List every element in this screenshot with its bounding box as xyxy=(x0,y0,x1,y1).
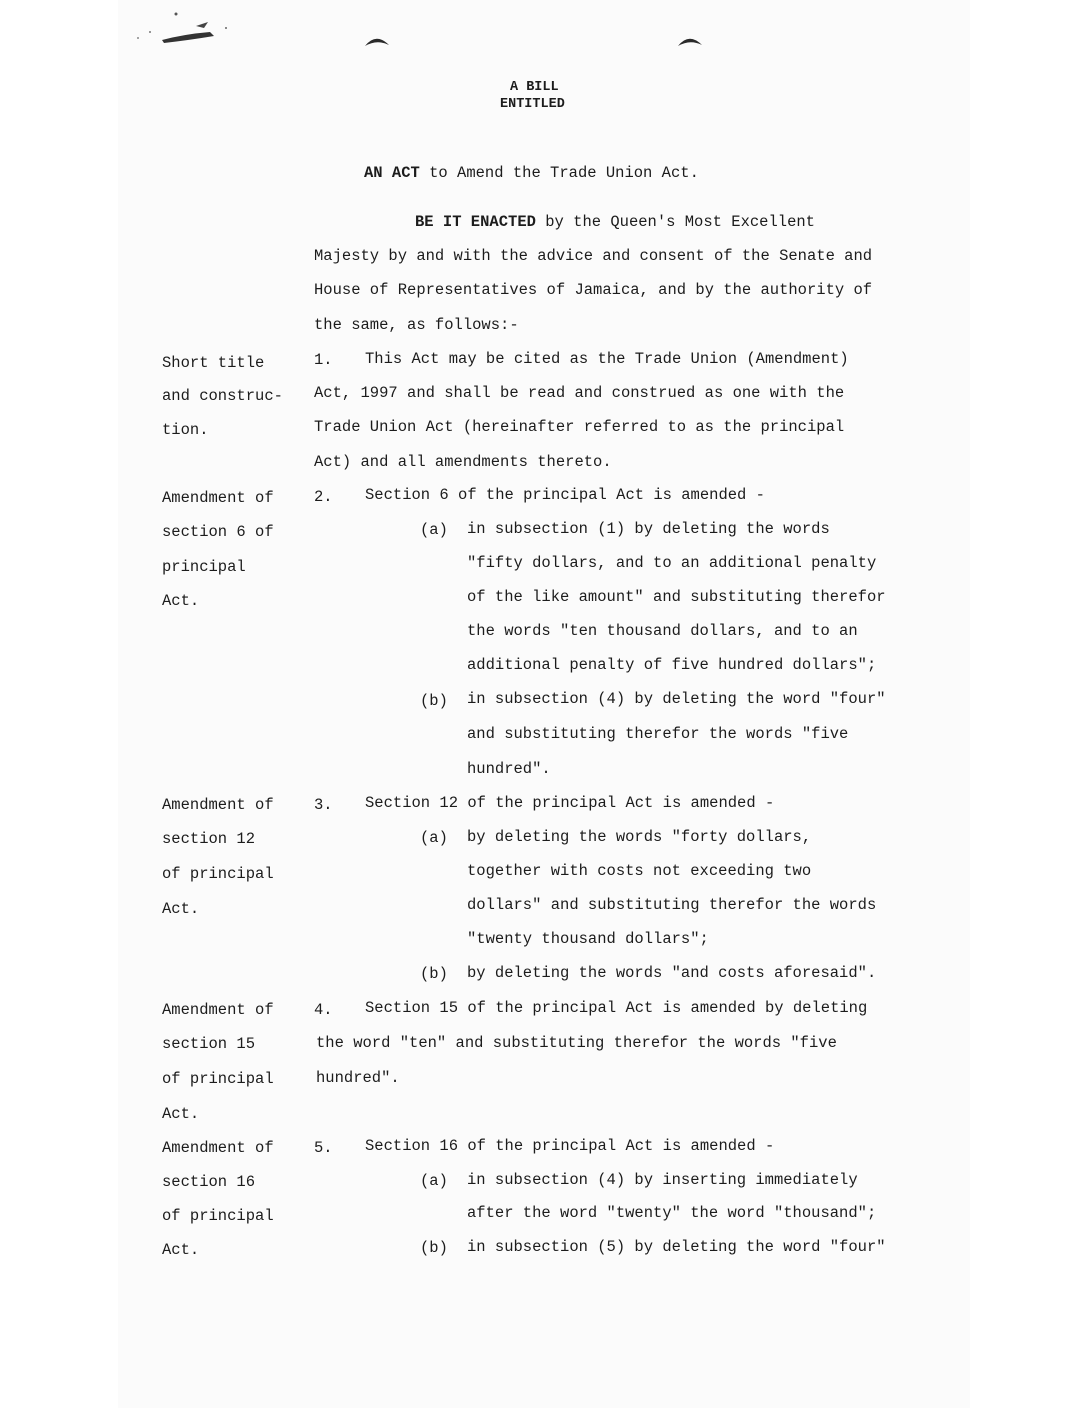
item-label: (a) xyxy=(420,1172,448,1190)
margin-note-line: section 6 of xyxy=(162,523,274,541)
enacting-line: House of Representatives of Jamaica, and by the authority of xyxy=(314,281,873,299)
section-intro: Section 6 of the principal Act is amended - xyxy=(365,486,765,504)
section-line: the word "ten" and substituting therefor the words "five xyxy=(316,1034,837,1052)
margin-note-line: Amendment of xyxy=(162,1139,274,1157)
item-label: (a) xyxy=(420,829,448,847)
section-intro: Section 16 of the principal Act is amended - xyxy=(365,1137,775,1155)
margin-note-line: of principal xyxy=(162,1207,274,1225)
section-number: 4. xyxy=(314,1001,333,1019)
item-line: in subsection (1) by deleting the words xyxy=(467,520,830,538)
item-line: of the like amount" and substituting therefor xyxy=(467,588,886,606)
margin-note-line: section 15 xyxy=(162,1035,256,1053)
margin-note-line: Act. xyxy=(162,900,200,918)
enacting-line: Majesty by and with the advice and consent of the Senate and xyxy=(314,247,873,265)
item-line: and substituting therefor the words "five xyxy=(467,725,849,743)
margin-note-line: principal xyxy=(162,558,246,576)
item-line: "twenty thousand dollars"; xyxy=(467,930,709,948)
margin-note-line: Amendment of xyxy=(162,489,274,507)
section-number: 1. xyxy=(314,351,333,369)
margin-note-line: Act. xyxy=(162,1105,200,1123)
margin-note-line: section 12 xyxy=(162,830,256,848)
item-line: by deleting the words "forty dollars, xyxy=(467,828,812,846)
item-line: by deleting the words "and costs aforesaid". xyxy=(467,964,877,982)
section-line: Act, 1997 and shall be read and construed as one with the xyxy=(314,384,845,402)
act-title xyxy=(364,164,699,182)
item-label: (a) xyxy=(420,521,448,539)
binding-hole-mark-right xyxy=(677,34,703,48)
item-line: "fifty dollars, and to an additional penalty xyxy=(467,554,877,572)
item-line: additional penalty of five hundred dollars"; xyxy=(467,656,877,674)
section-intro: Section 12 of the principal Act is amended - xyxy=(365,794,775,812)
act-title-rest: to Amend the Trade Union Act. xyxy=(429,164,699,182)
section-line: hundred". xyxy=(316,1069,400,1087)
item-line: in subsection (5) by deleting the word "four" xyxy=(467,1238,886,1256)
enacting-line: the same, as follows:- xyxy=(314,316,519,334)
item-line: after the word "twenty" the word "thousand"; xyxy=(467,1204,877,1222)
section-line: Section 15 of the principal Act is amended by deleting xyxy=(365,999,868,1017)
margin-note-line: section 16 xyxy=(162,1173,256,1191)
item-line: dollars" and substituting therefor the words xyxy=(467,896,877,914)
enacting-lead: BE IT ENACTED xyxy=(415,213,536,231)
margin-note-line: Short title xyxy=(162,354,265,372)
bill-heading: A BILL xyxy=(510,80,559,95)
enacting-first-rest: by the Queen's Most Excellent xyxy=(545,213,815,231)
enacting-first-line xyxy=(415,213,815,231)
scan-smudge-mark xyxy=(130,8,240,48)
item-label: (b) xyxy=(420,692,448,710)
margin-note-line: Act. xyxy=(162,1241,200,1259)
margin-note-line: and construc- xyxy=(162,387,283,405)
item-line: hundred". xyxy=(467,760,551,778)
act-title-lead: AN ACT xyxy=(364,164,420,182)
section-number: 2. xyxy=(314,488,333,506)
margin-note-line: of principal xyxy=(162,865,274,883)
item-line: in subsection (4) by inserting immediately xyxy=(467,1171,858,1189)
section-line: Act) and all amendments thereto. xyxy=(314,453,612,471)
margin-note-line: Act. xyxy=(162,592,200,610)
margin-note-line: Amendment of xyxy=(162,1001,274,1019)
margin-note-line: of principal xyxy=(162,1070,274,1088)
section-number: 5. xyxy=(314,1139,333,1157)
section-line: Trade Union Act (hereinafter referred to as the principal xyxy=(314,418,845,436)
item-label: (b) xyxy=(420,965,448,983)
item-line: together with costs not exceeding two xyxy=(467,862,812,880)
item-line: in subsection (4) by deleting the word "four" xyxy=(467,690,886,708)
section-number: 3. xyxy=(314,796,333,814)
bill-subheading: ENTITLED xyxy=(500,97,565,112)
margin-note-line: Amendment of xyxy=(162,796,274,814)
margin-note-line: tion. xyxy=(162,421,209,439)
binding-hole-mark-left xyxy=(364,34,390,48)
item-label: (b) xyxy=(420,1239,448,1257)
section-line: This Act may be cited as the Trade Union (Amendment) xyxy=(365,350,849,368)
item-line: the words "ten thousand dollars, and to an xyxy=(467,622,858,640)
